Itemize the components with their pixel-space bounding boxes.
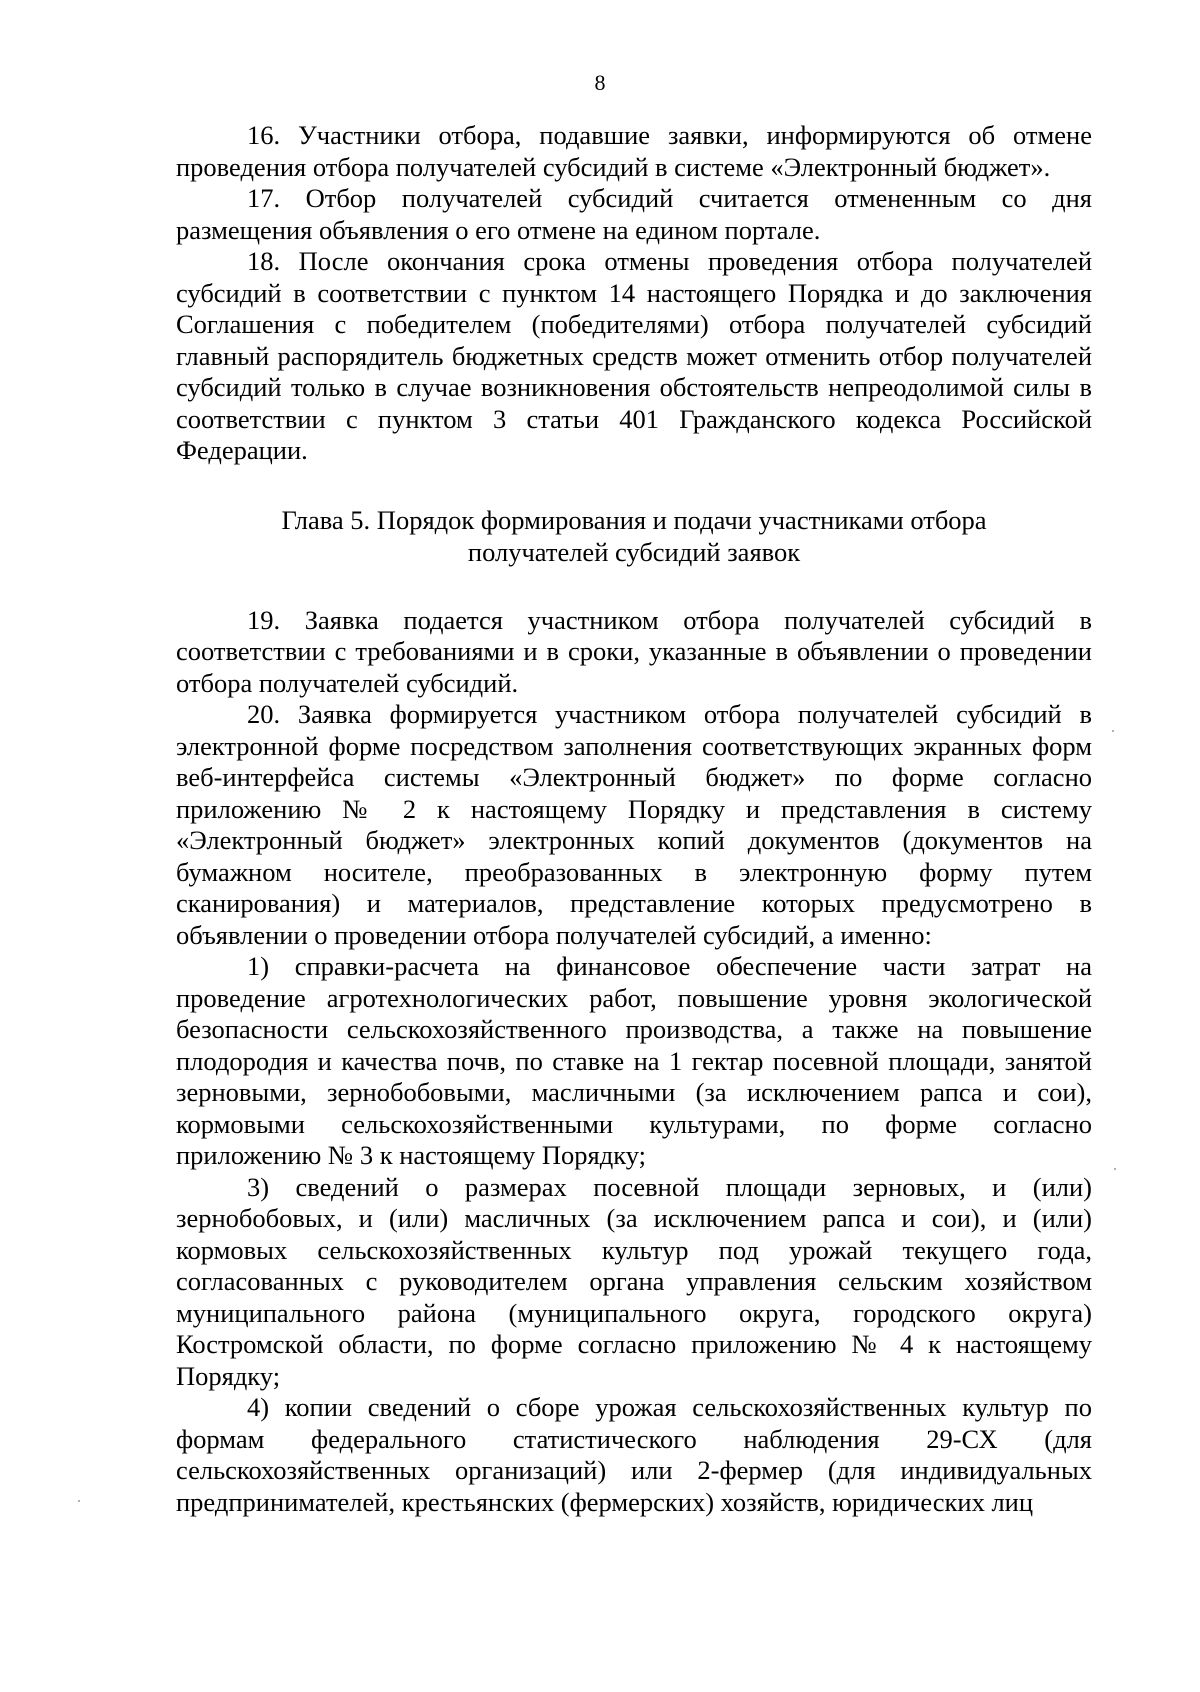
chapter-heading-line-1: Глава 5. Порядок формирования и подачи участниками отбора: [281, 504, 987, 535]
document-body: [176, 120, 1092, 1518]
scan-speck: [1112, 730, 1114, 732]
paragraph-17: 17. Отбор получателей субсидий считается отмененным со дня размещения объявления о его отмене на едином портале.: [176, 183, 1092, 245]
paragraph-19: 19. Заявка подается участником отбора получателей субсидий в соответствии с требованиями и в сроки, указанные в объявлении о проведении отбора получателей субсидий.: [176, 604, 1092, 698]
list-item-4: 4) копии сведений о сборе урожая сельскохозяйственных культур по формам федерального статистического наблюдения 29-СХ (для сельскохозяйственных организаций) или 2-фермер (для индивидуальных предпринимателей, крестьянских (фермерских) хозяйств, юридических лиц: [176, 1392, 1092, 1517]
list-item-1: 1) справки-расчета на финансовое обеспечение части затрат на проведение агротехнологических работ, повышение уровня экологической безопасности сельскохозяйственного производства, а также на повышение плодородия и качества почв, по ставке на 1 гектар посевной площади, занятой зерновыми, зернобобовыми, масличными (за исключением рапса и сои), кормовыми сельскохозяйственными культурами, по форме согласно приложению № 3 к настоящему Порядку;: [176, 951, 1092, 1170]
page-number: 8: [594, 70, 606, 95]
chapter-heading: [176, 504, 1092, 568]
list-item-3: 3) сведений о размерах посевной площади зерновых, и (или) зернобобовых, и (или) масличных (за исключением рапса и сои), и (или) кормовых сельскохозяйственных культур под урожай текущего года, согласованных с руководителем органа управления сельским хозяйством муниципального района (муниципального округа, городского округа) Костромской области, по форме согласно приложению № 4 к настоящему Порядку;: [176, 1171, 1092, 1391]
scan-speck: [1114, 1168, 1116, 1170]
paragraph-16: 16. Участники отбора, подавшие заявки, информируются об отмене проведения отбора получателей субсидий в системе «Электронный бюджет».: [176, 120, 1092, 182]
paragraph-20: 20. Заявка формируется участником отбора получателей субсидий в электронной форме посредством заполнения соответствующих экранных форм веб-интерфейса системы «Электронный бюджет» по форме согласно приложению № 2 к настоящему Порядку и представления в систему «Электронный бюджет» электронных копий документов (документов на бумажном носителе, преобразованных в электронную форму путем сканирования) и материалов, представление которых предусмотрено в объявлении о проведении отбора получателей субсидий, а именно:: [176, 699, 1092, 950]
scan-speck: [78, 1500, 80, 1502]
paragraph-18: 18. После окончания срока отмены проведения отбора получателей субсидий в соответствии с пунктом 14 настоящего Порядка и до заключения Соглашения с победителем (победителями) отбора получателей субсидий главный распорядитель бюджетных средств может отменить отбор получателей субсидий только в случае возникновения обстоятельств непреодолимой силы в соответствии с пунктом 3 статьи 401 Гражданского кодекса Российской Федерации.: [176, 246, 1092, 465]
chapter-heading-line-2: получателей субсидий заявок: [467, 536, 801, 567]
